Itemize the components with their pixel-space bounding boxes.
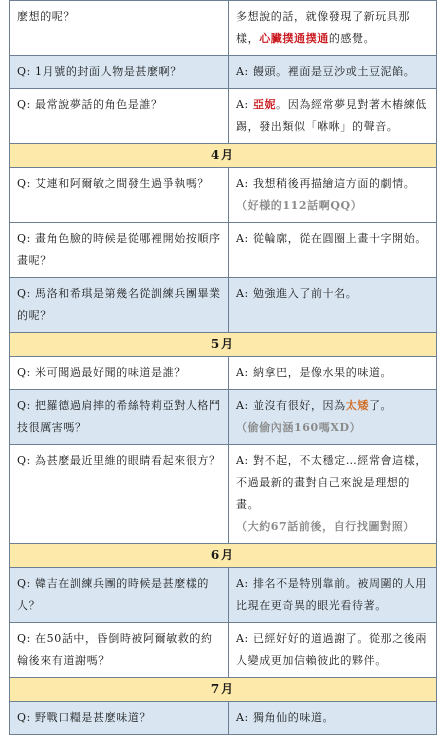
answer-cell xyxy=(229,623,437,678)
answer-cell xyxy=(229,168,437,223)
question-cell: Q: 1月號的封面人物是甚麼啊？ xyxy=(10,56,229,89)
answer-text: A: 勉強進入了前十名。 xyxy=(236,287,358,300)
answer-text: A: 並沒有很好，因為 xyxy=(236,399,346,412)
answer-note: （大約67話前後，自行找圖對照） xyxy=(236,520,415,533)
answer-text: 的感覺。 xyxy=(328,32,376,45)
answer-text: 了。 xyxy=(368,399,393,412)
answer-cell xyxy=(229,89,437,144)
answer-highlight: 太矮 xyxy=(345,399,369,412)
answer-text: 多想說的話，就像發現了新玩具那樣， xyxy=(236,10,410,45)
question-cell: Q: 野戰口糧是甚麼味道？ xyxy=(10,702,229,735)
question-cell: Q: 馬洛和希琪是第幾名從訓練兵團畢業的呢？ xyxy=(10,278,229,333)
question-cell: Q: 韓吉在訓練兵團的時候是甚麼樣的人？ xyxy=(10,568,229,623)
answer-cell xyxy=(229,223,437,278)
question-cell: 麼想的呢？ xyxy=(10,1,229,56)
answer-text: A: 排名不是特別靠前。被周圍的人用比現在更奇異的眼光看待著。 xyxy=(236,577,427,612)
answer-cell xyxy=(229,1,437,56)
question-cell: Q: 把羅德過肩摔的希絲特莉亞對人格鬥技很厲害嗎？ xyxy=(10,390,229,445)
qa-row xyxy=(10,623,437,678)
answer-cell xyxy=(229,56,437,89)
question-cell: Q: 米可聞過最好聞的味道是誰？ xyxy=(10,357,229,390)
answer-text: A: 已經好好的道過謝了。從那之後兩人變成更加信賴彼此的夥伴。 xyxy=(236,632,427,667)
answer-note: （好様的112話啊QQ） xyxy=(236,199,363,212)
qa-table xyxy=(9,0,437,735)
answer-text: A: 饅頭。裡面是豆沙或土豆泥餡。 xyxy=(236,65,416,78)
question-cell: Q: 為甚麼最近里維的眼睛看起來很方？ xyxy=(10,445,229,544)
qa-row xyxy=(10,445,437,544)
answer-text: A: 納拿巴，是像水果的味道。 xyxy=(236,366,393,379)
qa-table-body xyxy=(10,1,437,735)
answer-cell xyxy=(229,702,437,735)
answer-highlight: 心臟撲通撲通 xyxy=(259,32,329,45)
month-header-row xyxy=(10,544,437,568)
answer-cell xyxy=(229,357,437,390)
answer-text: A: 我想稍後再描繪這方面的劇情。 xyxy=(236,177,416,190)
question-cell: Q: 艾連和阿爾敏之間發生過爭執嗎？ xyxy=(10,168,229,223)
qa-row xyxy=(10,168,437,223)
question-cell: Q: 畫角色臉的時候是從哪裡開始按順序畫呢？ xyxy=(10,223,229,278)
answer-cell xyxy=(229,278,437,333)
month-header: 7月 xyxy=(10,678,437,702)
month-header-row xyxy=(10,333,437,357)
answer-text: 。因為經常夢見對著木樁練低踢，發出類似「咻咻」的聲音。 xyxy=(236,98,427,133)
qa-row xyxy=(10,89,437,144)
answer-cell xyxy=(229,568,437,623)
month-header-row xyxy=(10,678,437,702)
qa-row xyxy=(10,568,437,623)
month-header: 6月 xyxy=(10,544,437,568)
month-header: 4月 xyxy=(10,144,437,168)
answer-cell xyxy=(229,445,437,544)
answer-highlight: 亞妮 xyxy=(252,98,277,111)
qa-row xyxy=(10,56,437,89)
qa-row xyxy=(10,1,437,56)
qa-row xyxy=(10,278,437,333)
month-header-row xyxy=(10,144,437,168)
answer-text: A: 獨角仙的味道。 xyxy=(236,711,335,724)
answer-text: A: 對不起，不太穩定…經常會這樣，不過最新的畫對自己來說是理想的畫。 xyxy=(236,454,427,511)
month-header: 5月 xyxy=(10,333,437,357)
qa-row xyxy=(10,702,437,735)
answer-text: A: xyxy=(236,98,253,111)
question-cell: Q: 最常說夢話的角色是誰？ xyxy=(10,89,229,144)
qa-row xyxy=(10,357,437,390)
question-cell: Q: 在50話中，昏倒時被阿爾敏救的約翰後來有道謝嗎？ xyxy=(10,623,229,678)
qa-row xyxy=(10,390,437,445)
qa-row xyxy=(10,223,437,278)
answer-note: （偷偷內涵160嗎XD） xyxy=(236,421,362,434)
answer-cell xyxy=(229,390,437,445)
answer-text: A: 從輪廓，從在圓圈上畫十字開始。 xyxy=(236,232,427,245)
